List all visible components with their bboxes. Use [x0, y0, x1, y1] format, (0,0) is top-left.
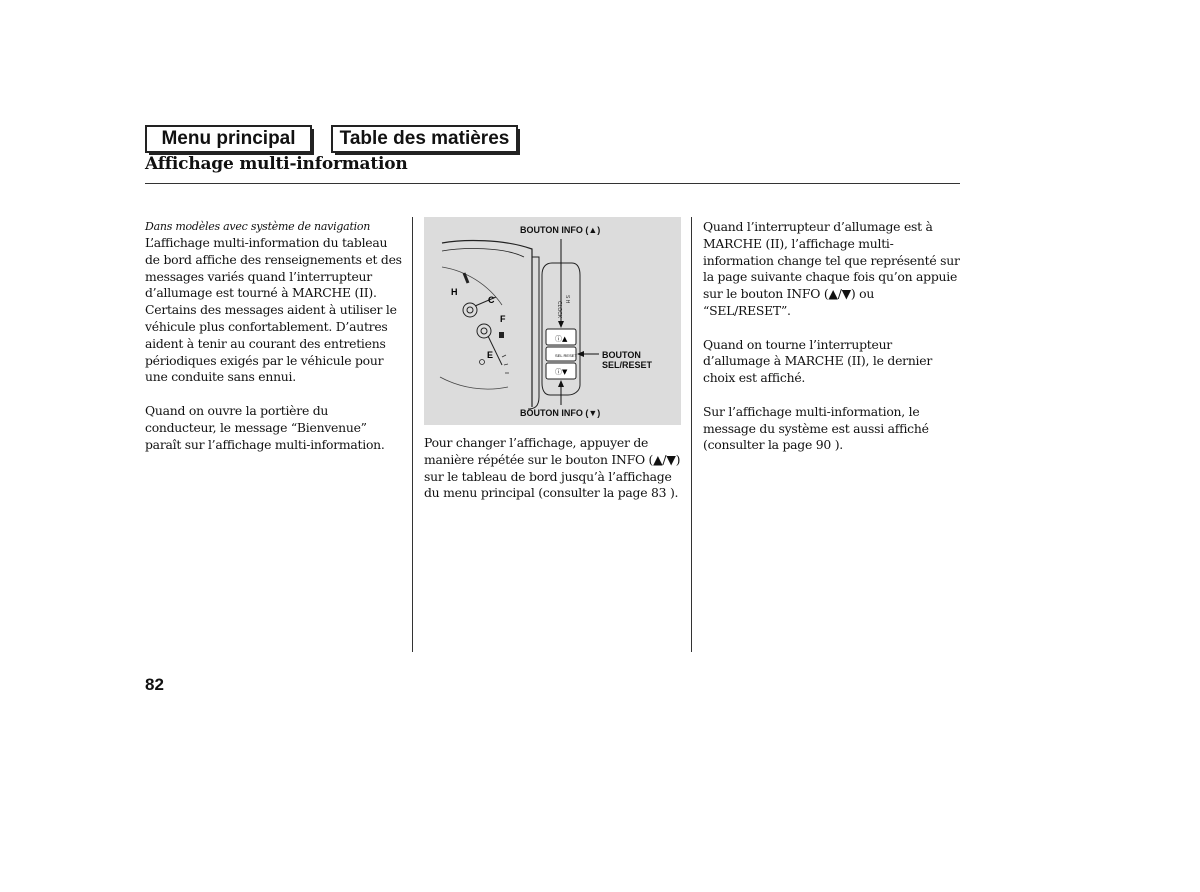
title-divider: [145, 183, 960, 184]
system-message-paragraph: Sur l’affichage multi-information, le message du système est aussi affiché (consulter la page 90 ).: [703, 403, 929, 453]
main-menu-button[interactable]: Menu principal: [145, 125, 312, 153]
label-info-down: BOUTON INFO (▼): [520, 408, 601, 418]
page-title: Affichage multi-information: [145, 154, 408, 174]
last-choice-paragraph: Quand on tourne l’interrupteur d’allumage à MARCHE (II), le dernier choix est affiché.: [703, 336, 933, 386]
gauge-label-h: H: [451, 287, 458, 297]
svg-text:S H: S H: [564, 295, 570, 304]
gauge-label-c: C: [488, 295, 495, 305]
dashboard-illustration: [424, 217, 681, 425]
navigation-model-note: Dans modèles avec système de navigation: [145, 220, 371, 233]
page-number: 82: [145, 675, 164, 694]
svg-text:ⓘ▲: ⓘ▲: [555, 335, 568, 343]
svg-text:ⓘ▼: ⓘ▼: [555, 368, 568, 376]
middle-column: [424, 435, 686, 519]
label-sel-reset-line1: BOUTON: [602, 350, 641, 360]
right-column: [703, 219, 961, 471]
welcome-paragraph: Quand on ouvre la portière du conducteur, le message “Bienvenue” paraît sur l’affichage multi-information.: [145, 402, 385, 452]
label-info-up: BOUTON INFO (▲): [520, 225, 601, 235]
label-sel-reset-line2: SEL/RESET: [602, 360, 653, 370]
column-divider-left: [412, 217, 413, 652]
column-divider-right: [691, 217, 692, 652]
intro-paragraph: L’affichage multi-information du tableau de bord affiche des renseignements et des messages variés quand l’interrupteur d’allumage est tourné à MARCHE (II). Certains des messages aident à utiliser le véhicule plus confortablement. D’autres aident à tenir au courant des entretiens périodiques exigés par le véhicule pour une conduite sans ennui.: [145, 235, 402, 385]
svg-text:CLOCK: CLOCK: [556, 301, 562, 319]
gauge-label-e: E: [487, 350, 494, 360]
instrument-panel-drawing: [424, 217, 681, 425]
gauge-label-f: F: [500, 314, 506, 324]
left-column: [145, 219, 403, 470]
change-display-paragraph: Pour changer l’affichage, appuyer de manière répétée sur le bouton INFO (▲/▼) sur le tableau de bord jusqu’à l’affichage du menu principal (consulter la page 83 ).: [424, 435, 681, 501]
table-of-contents-button[interactable]: Table des matières: [331, 125, 518, 153]
ignition-paragraph: Quand l’interrupteur d’allumage est à MARCHE (II), l’affichage multi-information change tel que représenté sur la page suivante chaque fois qu’on appuie sur le bouton INFO (▲/▼) ou “SEL/RESET”.: [703, 219, 960, 318]
svg-text:SEL RESET: SEL RESET: [555, 353, 577, 358]
